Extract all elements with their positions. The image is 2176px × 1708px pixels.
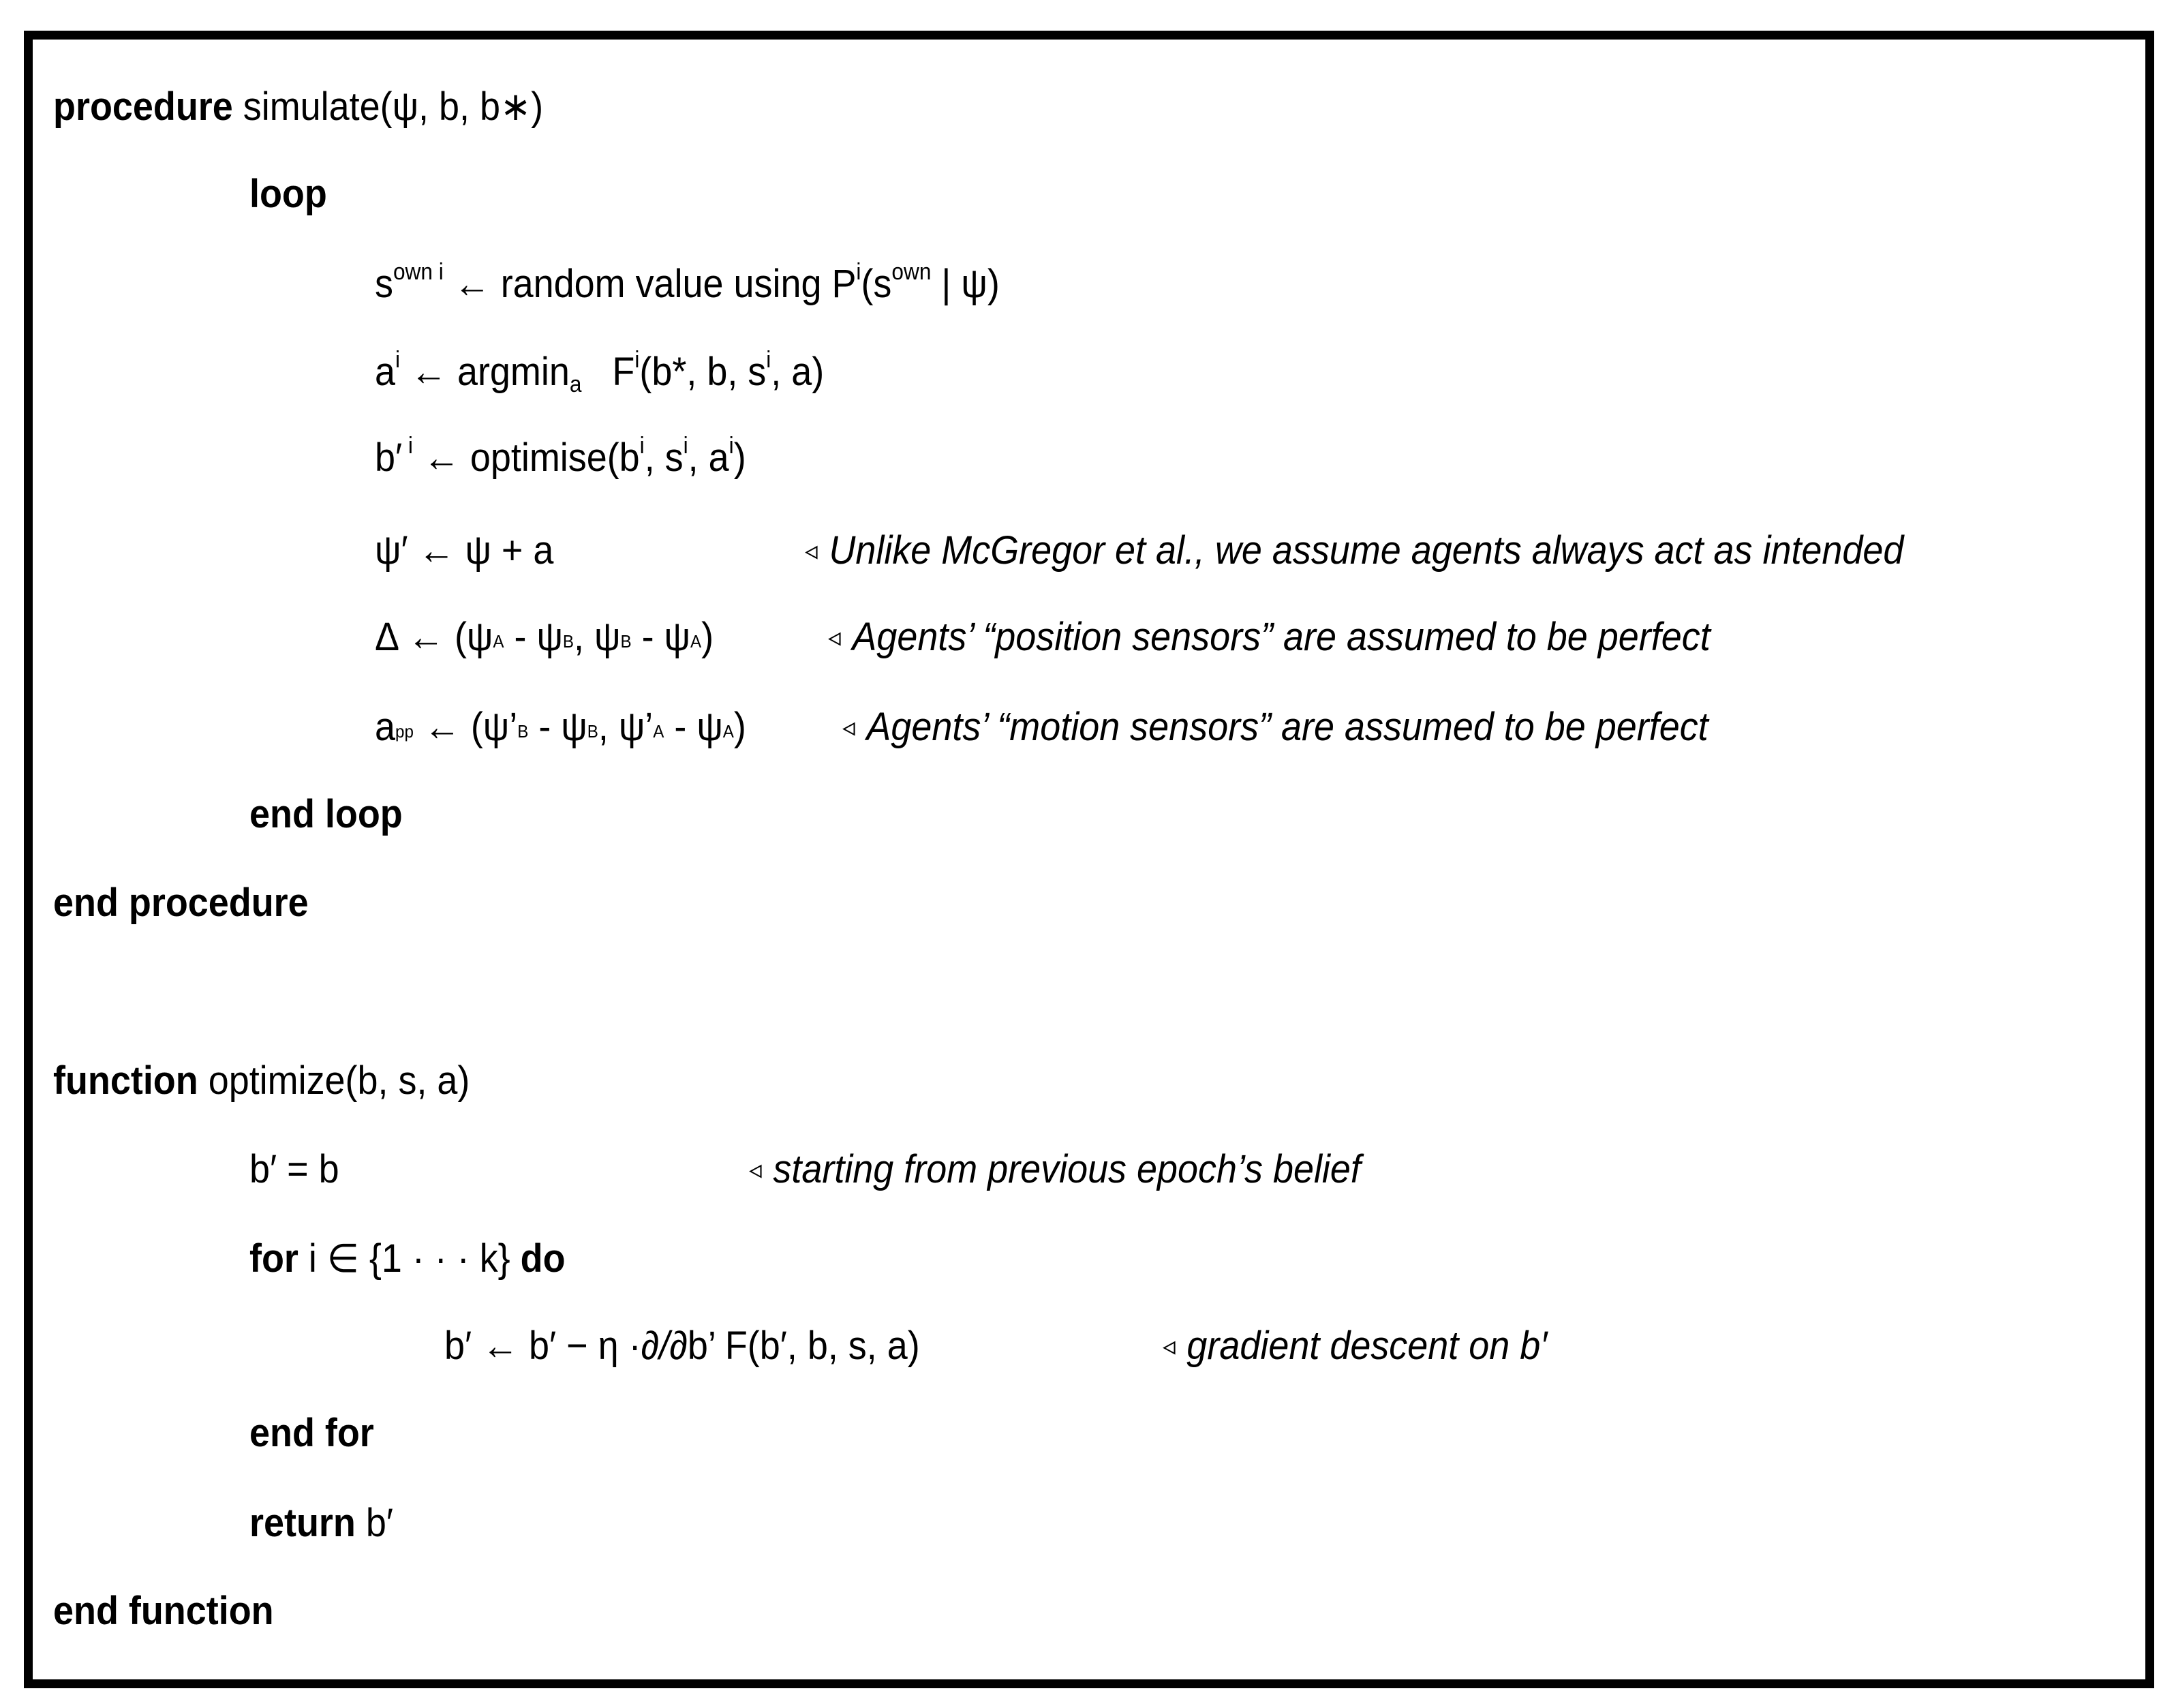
comment-triangle-icon: ◃ xyxy=(749,1155,762,1185)
comment-gradient-descent: ◃ gradient descent on b′ xyxy=(1163,1324,1548,1368)
line-optimise-belief: b′ $^i$ ← $optimise(b^i$, $s^i$, $a^i$) xyxy=(375,433,746,480)
keyword-do: do xyxy=(520,1236,566,1281)
comment-triangle-icon: ◃ xyxy=(842,712,855,742)
keyword-end-function: end function xyxy=(53,1589,274,1633)
comment-motion-sensors: ◃ Agents’ “motion sensors” are assumed to be perfect xyxy=(842,705,1708,749)
line-for-loop: for i ∈ {1 · · · k} do xyxy=(249,1236,566,1281)
keyword-function: function xyxy=(53,1058,198,1103)
keyword-end-for: end for xyxy=(249,1411,374,1455)
keyword-for: for xyxy=(249,1236,298,1281)
comment-triangle-icon: ◃ xyxy=(805,536,818,566)
arrow-icon: ← xyxy=(412,436,470,480)
comment-position-sensors: ◃ Agents’ “position sensors” are assumed to be perfect xyxy=(828,615,1711,659)
line-select-action: $a^i$ ← argmin$_a$ $F^i(b*$, b, $s^i$, a) xyxy=(375,347,825,397)
function-header xyxy=(53,1058,470,1103)
keyword-end-loop: end loop xyxy=(249,792,403,836)
line-position-delta: Δ ← (ψA - ψB, ψB - ψA) xyxy=(375,615,714,659)
line-init-belief: b′ = b xyxy=(249,1147,339,1191)
line-update-position: ψ′ ← ψ + a xyxy=(375,528,554,573)
arrow-icon: ← xyxy=(400,350,457,394)
line-sample-state: $s^{own i}$ ← random value using $P^i(s^{own}$ | ψ) xyxy=(375,259,1000,306)
comment-act-as-intended: ◃ Unlike McGregor et al., we assume agents always act as intended xyxy=(805,528,1904,573)
procedure-signature: simulate(ψ, b, b∗) xyxy=(232,85,544,129)
keyword-end-procedure: end procedure xyxy=(53,881,309,925)
comment-previous-belief: ◃ starting from previous epoch’s belief xyxy=(749,1147,1361,1191)
keyword-return: return xyxy=(249,1501,356,1545)
procedure-header xyxy=(53,87,543,127)
keyword-procedure: procedure xyxy=(53,85,233,129)
line-motion-estimate: app ← (ψ’B - ψB, ψ’A - ψA) xyxy=(375,705,746,749)
line-gradient-update: b′ ← b′ − η ·∂/∂b’ F(b′, b, s, a) xyxy=(444,1324,920,1368)
arrow-icon: ← xyxy=(443,262,501,306)
keyword-loop: loop xyxy=(249,172,327,216)
line-return: return b′ xyxy=(249,1501,393,1545)
comment-triangle-icon: ◃ xyxy=(828,622,841,652)
comment-triangle-icon: ◃ xyxy=(1163,1331,1176,1361)
function-signature: optimize(b, s, a) xyxy=(198,1058,470,1103)
